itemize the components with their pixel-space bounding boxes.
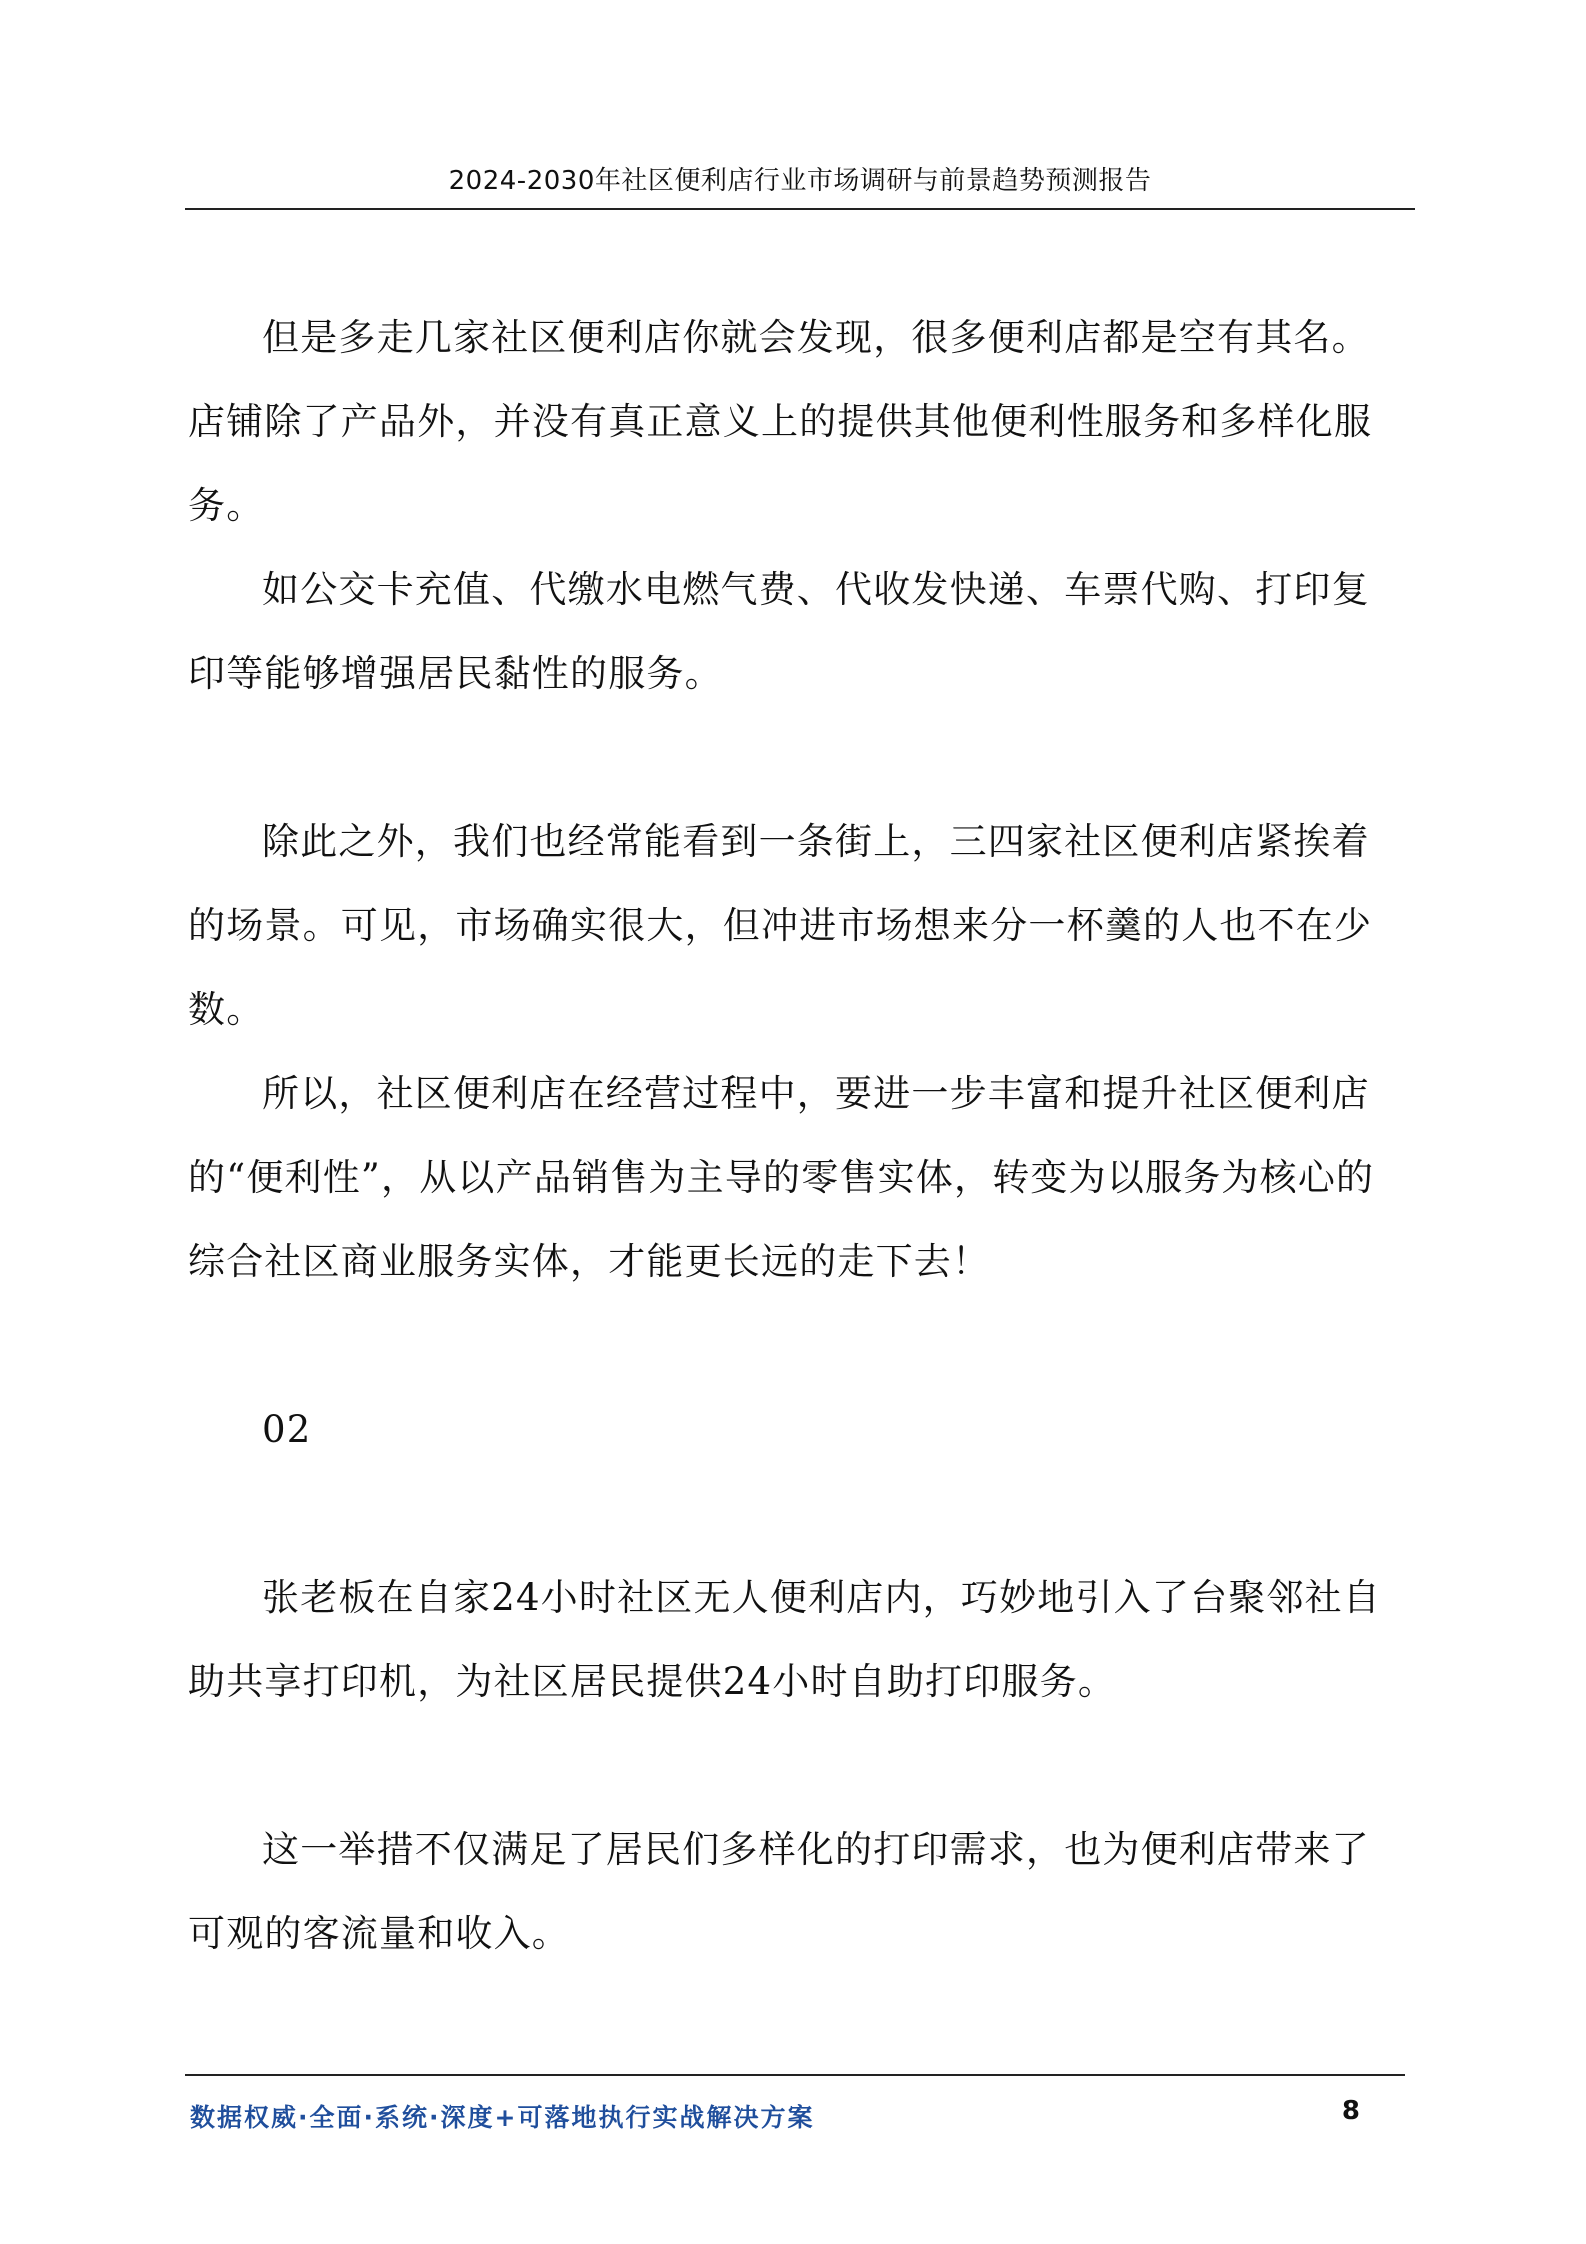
footer-slogan: 数据权威·全面·系统·深度+可落地执行实战解决方案 (190, 2103, 815, 2132)
page-number: 8 (1341, 2096, 1360, 2126)
paragraph-4: 所以，社区便利店在经营过程中，要进一步丰富和提升社区便利店的“便利性”，从以产品销售为主导的零售实体，转变为以服务为核心的综合社区商业服务实体，才能更长远的走下去！ (188, 1072, 1375, 1283)
paragraph-7: 这一举措不仅满足了居民们多样化的打印需求，也为便利店带来了可观的客流量和收入。 (188, 1828, 1370, 1955)
paragraph-1: 但是多走几家社区便利店你就会发现，很多便利店都是空有其名。店铺除了产品外，并没有真正意义上的提供其他便利性服务和多样化服务。 (188, 316, 1373, 527)
paragraph-3: 除此之外，我们也经常能看到一条街上，三四家社区便利店紧挨着的场景。可见，市场确实很大，但冲进市场想来分一杯羹的人也不在少数。 (188, 820, 1373, 1031)
section-number: 02 (262, 1408, 312, 1451)
header-divider (185, 208, 1415, 210)
report-title: 2024-2030年社区便利店行业市场调研与前景趋势预测报告 (448, 166, 1152, 196)
paragraph-6: 张老板在自家24小时社区无人便利店内，巧妙地引入了台聚邻社自助共享打印机，为社区居民提供24小时自助打印服务。 (188, 1576, 1382, 1703)
paragraph-2: 如公交卡充值、代缴水电燃气费、代收发快递、车票代购、打印复印等能够增强居民黏性的服务。 (188, 568, 1370, 695)
footer-divider (185, 2074, 1405, 2076)
